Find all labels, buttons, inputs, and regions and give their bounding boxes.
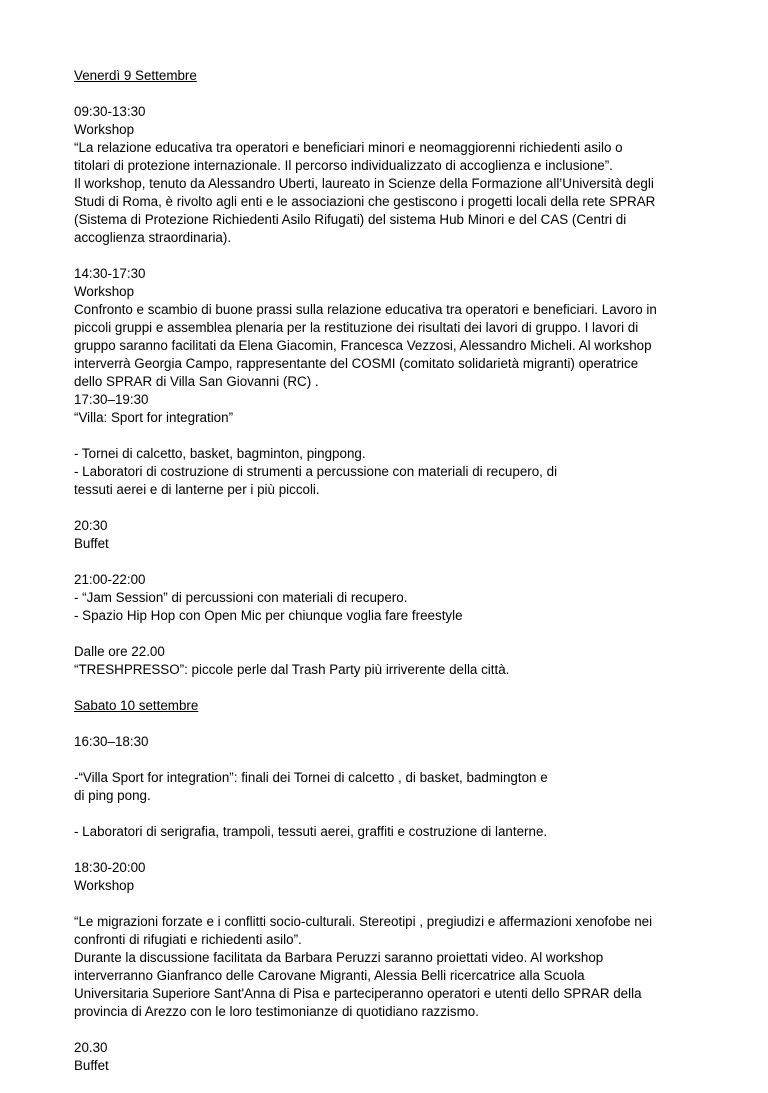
text-line: interverrà Georgia Campo, rappresentante del COSMI (comitato solidarietà migranti) operatrice	[74, 356, 639, 371]
text-line: gruppo saranno facilitati da Elena Giacomin, Francesca Vezzosi, Alessandro Micheli. Al workshop	[74, 338, 652, 353]
day2-buffet	[74, 1039, 714, 1075]
text-line: interverranno Gianfranco delle Carovane Migranti, Alessia Belli ricercatrice alla Scuola	[74, 968, 585, 983]
text-line: “Villa: Sport for integration”	[74, 410, 234, 425]
day2-workshop-head	[74, 859, 714, 895]
text-line: - Tornei di calcetto, basket, bagminton, pingpong.	[74, 446, 366, 461]
day1-session1	[74, 103, 714, 247]
text-line: - Laboratori di costruzione di strumenti a percussione con materiali di recupero, di	[74, 464, 558, 479]
day2-labs	[74, 823, 714, 841]
text-line: dello SPRAR di Villa San Giovanni (RC) .	[74, 374, 319, 389]
text-line: Universitaria Superiore Sant'Anna di Pisa e parteciperanno operatori e utenti dello SPRAR della	[74, 986, 642, 1001]
day2-heading-block	[74, 697, 714, 715]
text-line: 20.30	[74, 1040, 108, 1055]
text-line: - Laboratori di serigrafia, trampoli, tessuti aerei, graffiti e costruzione di lanterne.	[74, 824, 548, 839]
text-line: 20:30	[74, 518, 108, 533]
text-line: tessuti aerei e di lanterne per i più piccoli.	[74, 482, 320, 497]
text-line: Il workshop, tenuto da Alessandro Uberti, laureato in Scienze della Formazione all’Università degli	[74, 176, 654, 191]
day2-time1	[74, 733, 714, 751]
text-line: Durante la discussione facilitata da Barbara Peruzzi saranno proiettati video. Al workshop	[74, 950, 604, 965]
text-line: confronti di rifugiati e richiedenti asilo”.	[74, 932, 302, 947]
text-line: 21:00-22:00	[74, 572, 146, 587]
text-line: Dalle ore 22.00	[74, 644, 165, 659]
day1-activities	[74, 445, 714, 499]
day1-buffet	[74, 517, 714, 553]
day1-session2	[74, 265, 714, 427]
text-line: “La relazione educativa tra operatori e beneficiari minori e neomaggiorenni richiedenti asilo o	[74, 140, 623, 155]
text-line: 16:30–18:30	[74, 734, 149, 749]
day2-sport	[74, 769, 714, 805]
text-line: 17:30–19:30	[74, 392, 149, 407]
text-line: Confronto e scambio di buone prassi sulla relazione educativa tra operatori e beneficiari. Lavoro in	[74, 302, 657, 317]
text-line: “Le migrazioni forzate e i conflitti socio-culturali. Stereotipi , pregiudizi e affermazioni xenofobe nei	[74, 914, 653, 929]
day2-heading: Sabato 10 settembre	[74, 698, 199, 713]
text-line: piccoli gruppi e assemblea plenaria per la restituzione dei risultati dei lavori di gruppo. I lavori di	[74, 320, 639, 335]
text-line: 14:30-17:30	[74, 266, 146, 281]
document-page	[74, 67, 714, 1093]
day2-workshop-body	[74, 913, 714, 1021]
text-line: Buffet	[74, 1058, 109, 1073]
text-line: Buffet	[74, 536, 109, 551]
text-line: - Spazio Hip Hop con Open Mic per chiunque voglia fare freestyle	[74, 608, 463, 623]
text-line: “TRESHPRESSO”: piccole perle dal Trash Party più irriverente della città.	[74, 662, 510, 677]
text-line: 09:30-13:30	[74, 104, 146, 119]
text-line: titolari di protezione internazionale. Il percorso individualizzato di accoglienza e inclusione”.	[74, 158, 613, 173]
text-line: Workshop	[74, 878, 135, 893]
text-line: 18:30-20:00	[74, 860, 146, 875]
text-line: Workshop	[74, 284, 135, 299]
day1-late-night	[74, 643, 714, 679]
text-line: provincia di Arezzo con le loro testimonianze di quotidiano razzismo.	[74, 1004, 479, 1019]
day1-heading: Venerdì 9 Settembre	[74, 68, 197, 83]
text-line: Workshop	[74, 122, 135, 137]
text-line: (Sistema di Protezione Richiedenti Asilo Rifugati) del sistema Hub Minori e del CAS (Centri di	[74, 212, 627, 227]
text-line: Studi di Roma, è rivolto agli enti e le associazioni che gestiscono i progetti locali della rete SPRAR	[74, 194, 656, 209]
text-line: accoglienza straordinaria).	[74, 230, 232, 245]
text-line: - “Jam Session” di percussioni con materiali di recupero.	[74, 590, 408, 605]
day1-jam-session	[74, 571, 714, 625]
day1-heading-block	[74, 67, 714, 85]
text-line: -“Villa Sport for integration”: finali dei Tornei di calcetto , di basket, badmington e	[74, 770, 548, 785]
text-line: di ping pong.	[74, 788, 151, 803]
